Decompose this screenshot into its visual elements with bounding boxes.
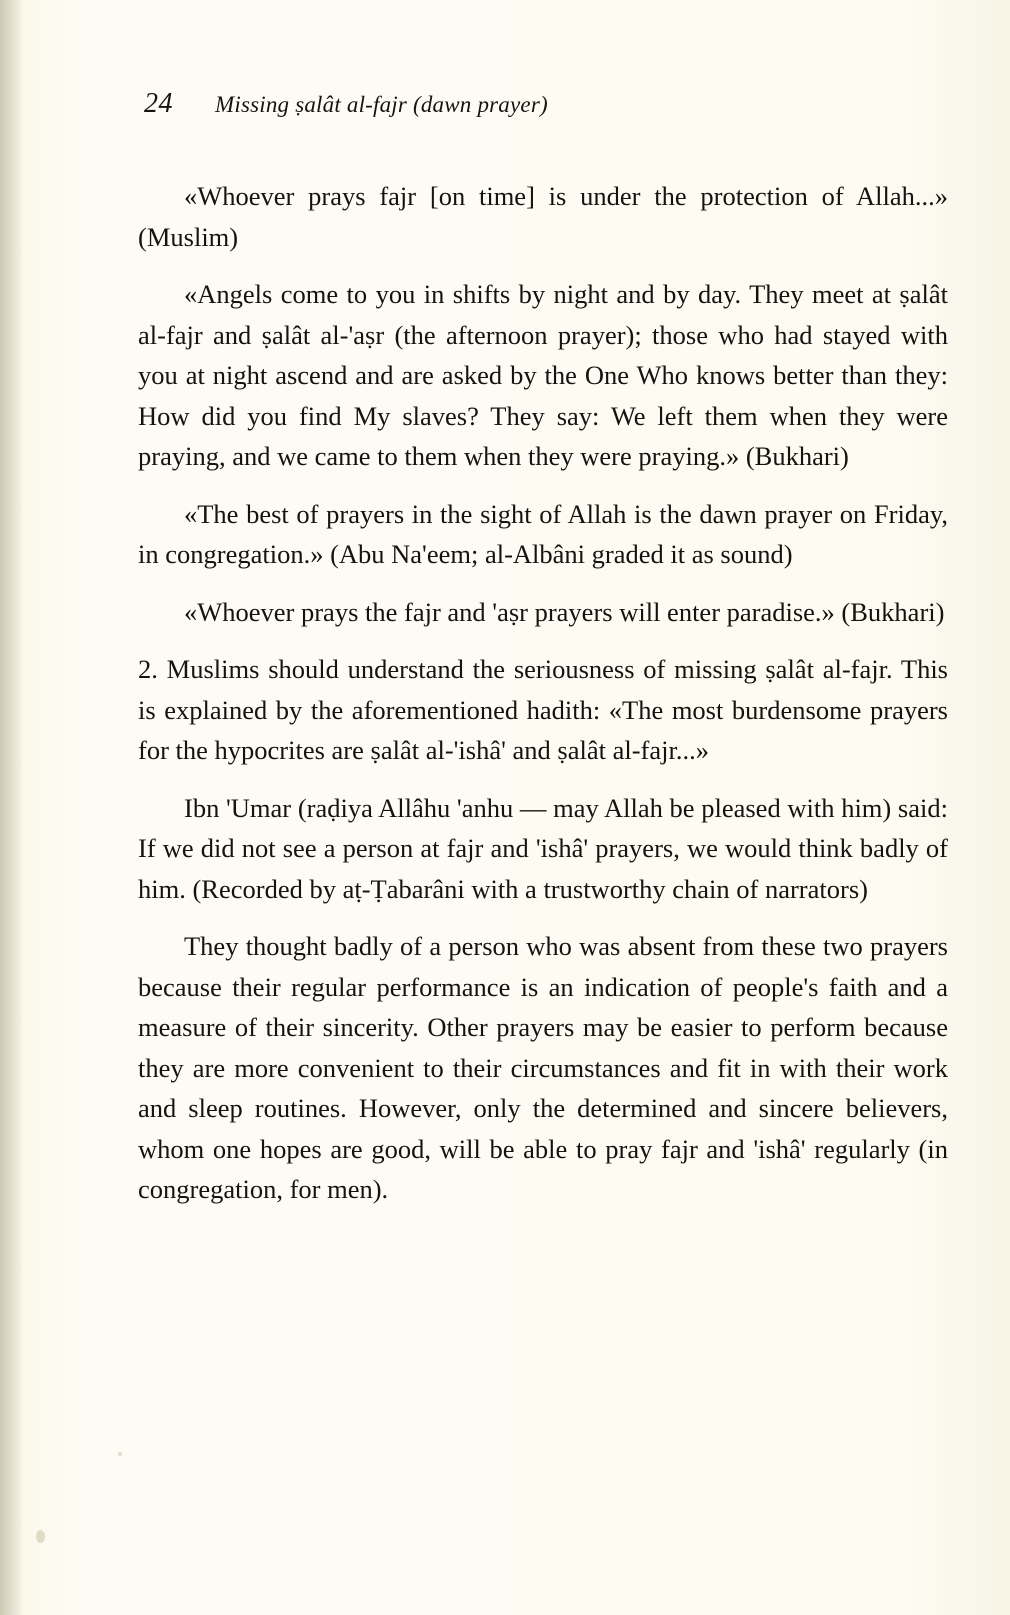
page-number: 24 (144, 88, 173, 119)
paragraph: «Whoever prays the fajr and 'aṣr prayers will enter paradise.» (Bukhari) (184, 596, 945, 627)
paragraph: «Whoever prays fajr [on time] is under the protection of Allah...» (Muslim) (138, 181, 948, 252)
paper-speck (36, 1530, 45, 1543)
paragraph: 2. Muslims should understand the seriousness of missing ṣalât al-fajr. This is explained by the aforementioned hadith: «The most burdensome prayers for the hypocrites are ṣalât al-'ishâ' and ṣalât al-fajr...» (138, 654, 948, 765)
page-content (138, 88, 948, 1227)
paragraph: «Angels come to you in shifts by night and by day. They meet at ṣalât al-fajr and ṣalât al-'aṣr (the afternoon prayer); those who had stayed with you at night ascend and are asked by the One Who knows better than they: How did you find My slaves? They say: We left them when they were praying, and we came to them when they were praying.» (Bukhari) (138, 279, 948, 471)
page-edge-shadow (0, 0, 22, 1615)
paragraph: They thought badly of a person who was absent from these two prayers because their regular performance is an indication of people's faith and a measure of their sincerity. Other prayers may be easier to perform because they are more convenient to their circumstances and fit in with their work and sleep routines. However, only the determined and sincere believers, whom one hopes are good, will be able to pray fajr and 'ishâ' regularly (in congregation, for men). (138, 931, 948, 1204)
paragraph: Ibn 'Umar (raḍiya Allâhu 'anhu — may Allah be pleased with him) said: If we did not see a person at fajr and 'ishâ' prayers, we would think badly of him. (Recorded by aṭ-Ṭabarâni with a trustworthy chain of narrators) (138, 792, 948, 904)
page-header (138, 88, 948, 120)
paper-speck (118, 1452, 122, 1456)
paragraph: «The best of prayers in the sight of Allah is the dawn prayer on Friday, in congregation.» (Abu Na'eem; al-Albâni graded it as sound) (138, 498, 948, 569)
running-head: Missing ṣalât al-fajr (dawn prayer) (215, 92, 548, 117)
